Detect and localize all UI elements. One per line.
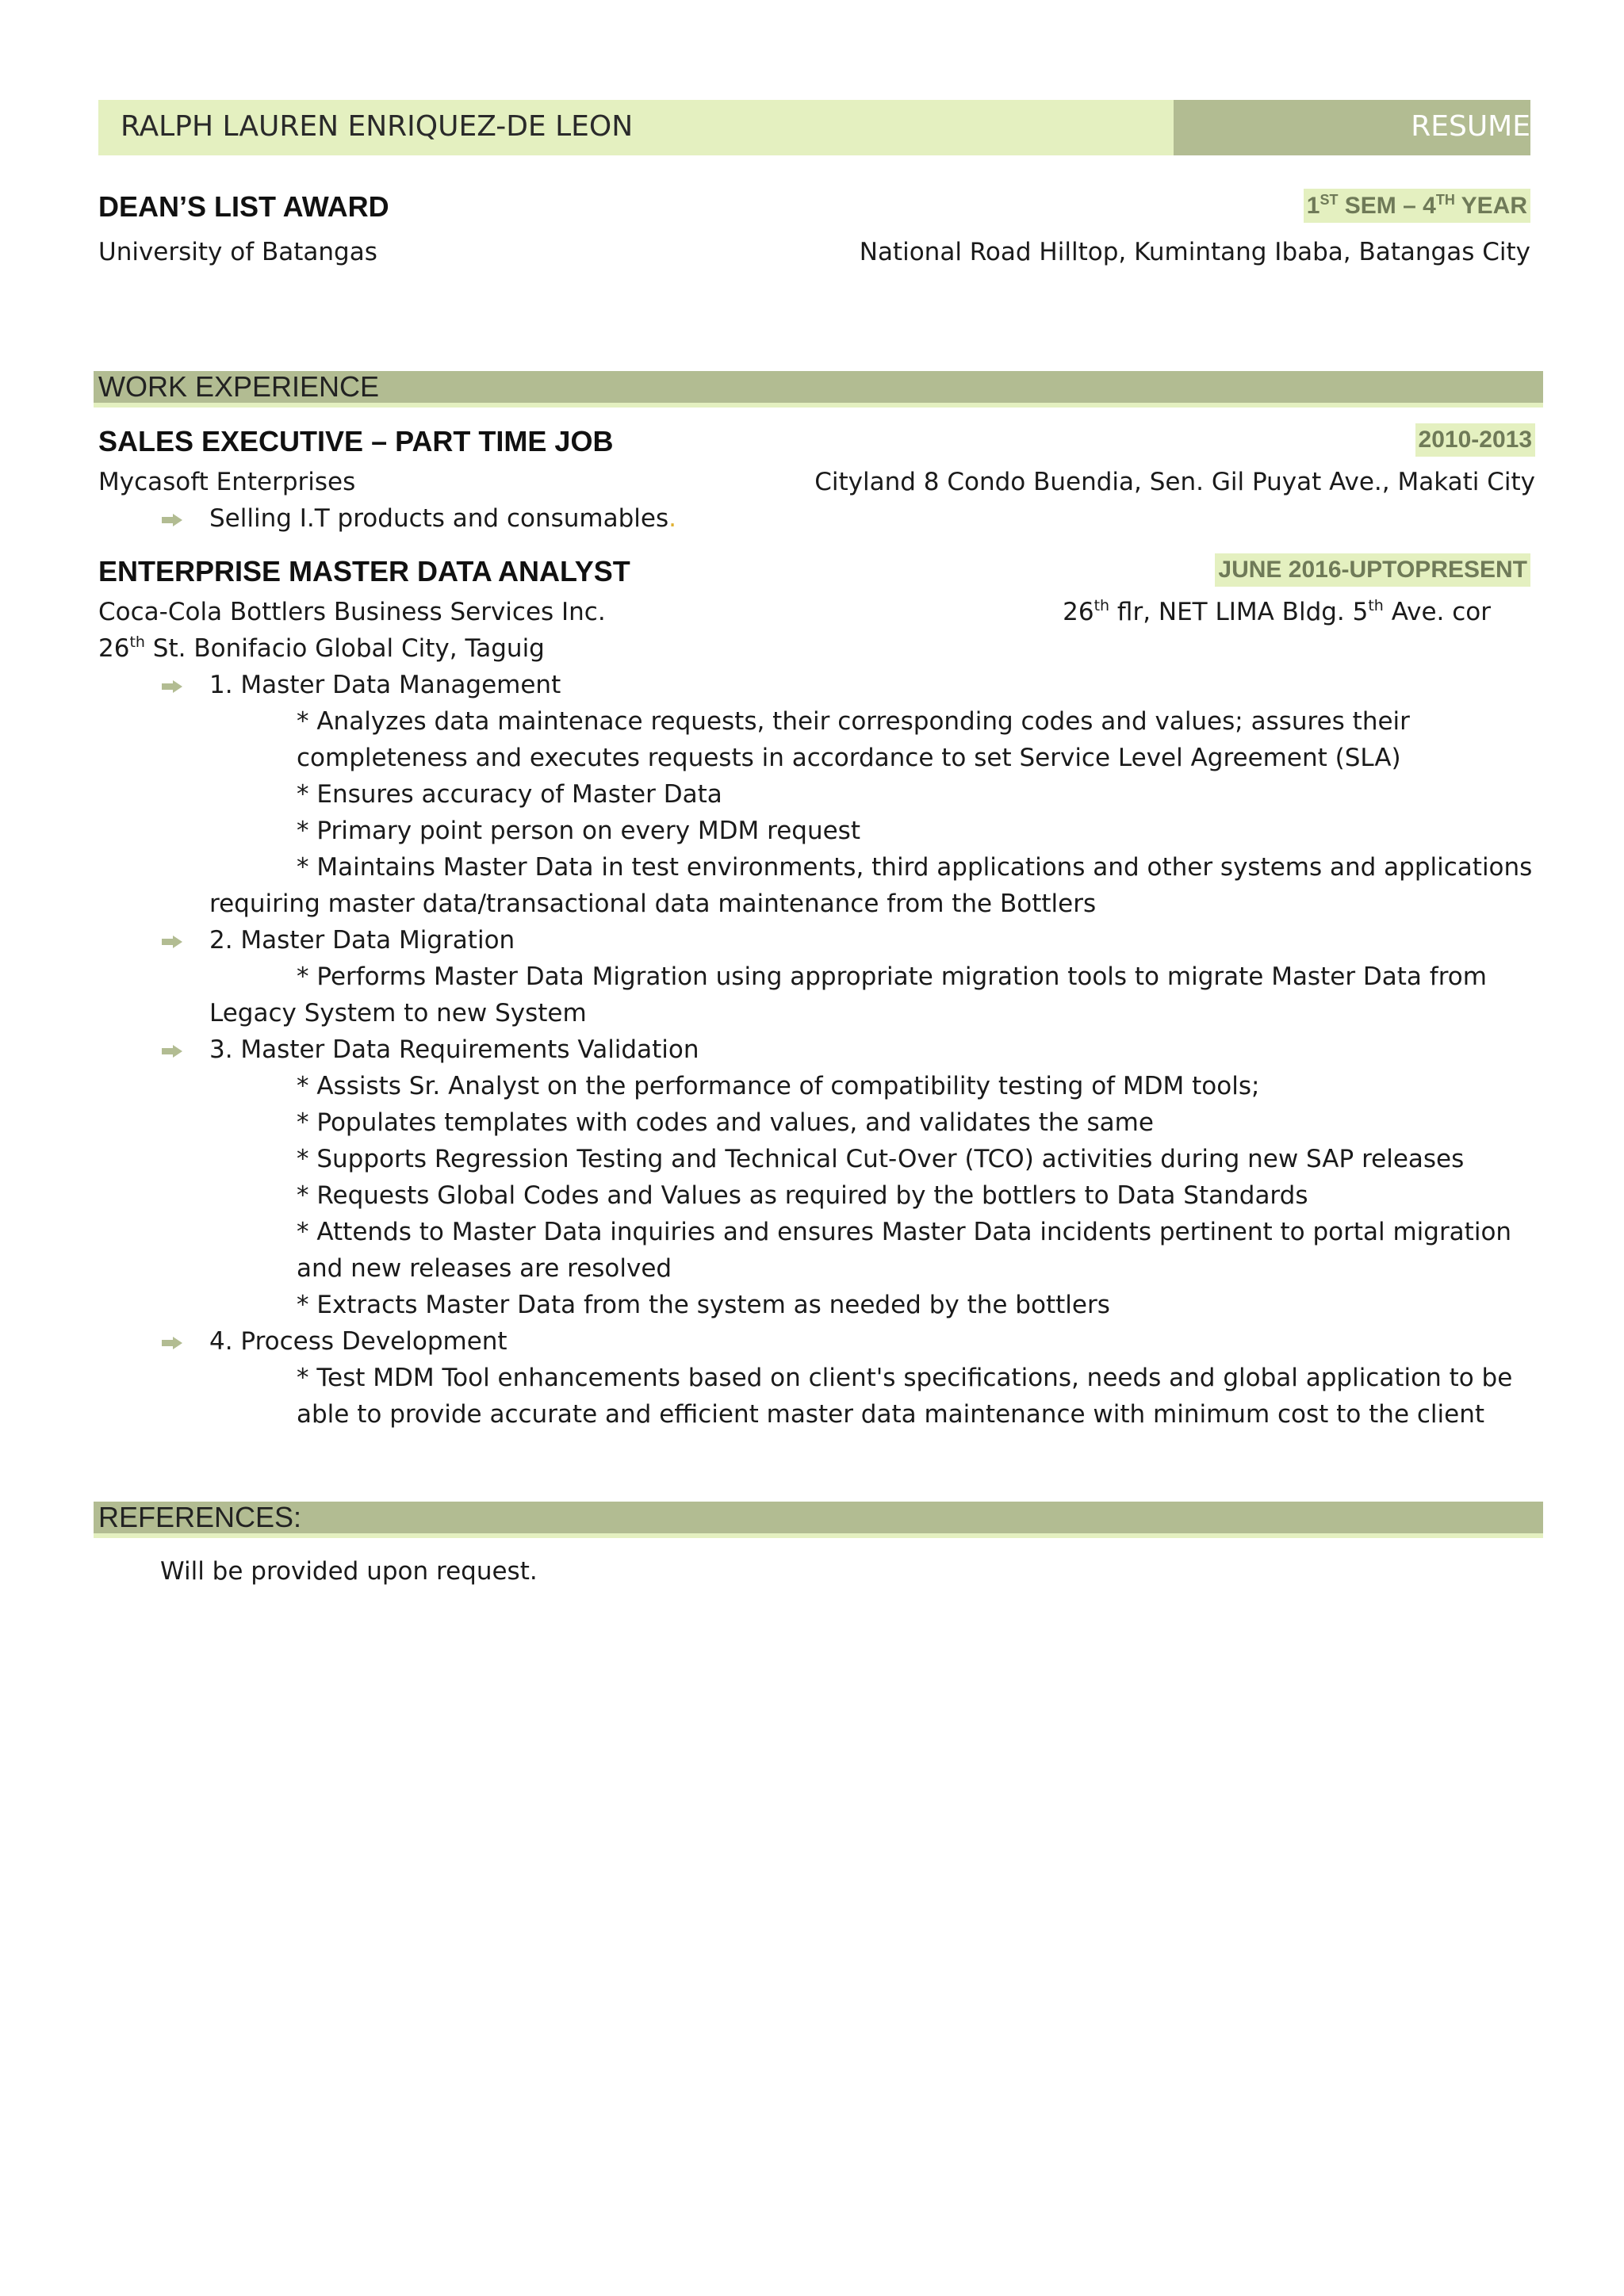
duty-heading-4: 4. Process Development — [209, 1327, 508, 1356]
right-arrow-bullet-icon — [162, 514, 182, 526]
duty-line: * Ensures accuracy of Master Data — [297, 780, 722, 809]
job2-period: JUNE 2016-UPTOPRESENT — [1215, 553, 1530, 587]
right-arrow-bullet-icon — [162, 936, 182, 948]
job1-company: Mycasoft Enterprises — [98, 468, 356, 496]
duty-line: * Attends to Master Data inquiries and ensures Master Data incidents pertinent to portal migration — [297, 1218, 1512, 1246]
right-arrow-bullet-icon — [162, 680, 182, 693]
duty-line: requiring master data/transactional data maintenance from the Bottlers — [209, 890, 1097, 918]
duty-line: completeness and executes requests in accordance to set Service Level Agreement (SLA) — [297, 744, 1401, 772]
award-address: National Road Hilltop, Kumintang Ibaba, Batangas City — [859, 238, 1530, 266]
award-title: DEAN’S LIST AWARD — [98, 190, 389, 223]
duty-line: * Analyzes data maintenace requests, their corresponding codes and values; assures their — [297, 707, 1410, 736]
references-heading: REFERENCES: — [98, 1501, 302, 1533]
duty-line: * Performs Master Data Migration using appropriate migration tools to migrate Master Data from — [297, 962, 1487, 991]
duty-line: * Assists Sr. Analyst on the performance of compatibility testing of MDM tools; — [297, 1072, 1260, 1100]
duty-line: * Primary point person on every MDM request — [297, 817, 860, 845]
job2-company: Coca-Cola Bottlers Business Services Inc. — [98, 598, 606, 626]
job2-address-line1: 26th flr, NET LIMA Bldg. 5th Ave. cor — [1063, 597, 1491, 626]
job1-bullet: Selling I.T products and consumables. — [209, 504, 676, 533]
duty-heading-1: 1. Master Data Management — [209, 671, 561, 699]
duty-heading-2: 2. Master Data Migration — [209, 926, 515, 955]
duty-line: * Supports Regression Testing and Technical Cut-Over (TCO) activities during new SAP releases — [297, 1145, 1465, 1173]
job1-title: SALES EXECUTIVE – PART TIME JOB — [98, 425, 614, 457]
job1-period: 2010-2013 — [1415, 423, 1535, 457]
award-period: 1ST SEM – 4TH YEAR — [1304, 189, 1530, 223]
references-text: Will be provided upon request. — [160, 1557, 538, 1586]
work-experience-heading: WORK EXPERIENCE — [98, 370, 380, 403]
resume-label: RESUME — [1411, 110, 1530, 143]
right-arrow-bullet-icon — [162, 1337, 182, 1349]
duty-line: * Populates templates with codes and values, and validates the same — [297, 1108, 1154, 1137]
job2-address-line2: 26th St. Bonifacio Global City, Taguig — [98, 633, 545, 663]
award-school: University of Batangas — [98, 238, 377, 266]
job1-address: Cityland 8 Condo Buendia, Sen. Gil Puyat Ave., Makati City — [814, 468, 1535, 496]
job2-title: ENTERPRISE MASTER DATA ANALYST — [98, 555, 630, 587]
duty-line: * Maintains Master Data in test environments, third applications and other systems and applications — [297, 853, 1533, 882]
duty-line: able to provide accurate and efficient master data maintenance with minimum cost to the client — [297, 1400, 1485, 1429]
duty-line: and new releases are resolved — [297, 1254, 672, 1283]
duty-line: Legacy System to new System — [209, 999, 587, 1027]
applicant-name: RALPH LAUREN ENRIQUEZ-DE LEON — [121, 110, 634, 143]
duty-line: * Test MDM Tool enhancements based on client's specifications, needs and global application to be — [297, 1364, 1513, 1392]
right-arrow-bullet-icon — [162, 1045, 182, 1058]
duty-line: * Extracts Master Data from the system as needed by the bottlers — [297, 1291, 1110, 1319]
duty-line: * Requests Global Codes and Values as required by the bottlers to Data Standards — [297, 1181, 1308, 1210]
duty-heading-3: 3. Master Data Requirements Validation — [209, 1035, 699, 1064]
references-bar — [94, 1502, 1543, 1538]
